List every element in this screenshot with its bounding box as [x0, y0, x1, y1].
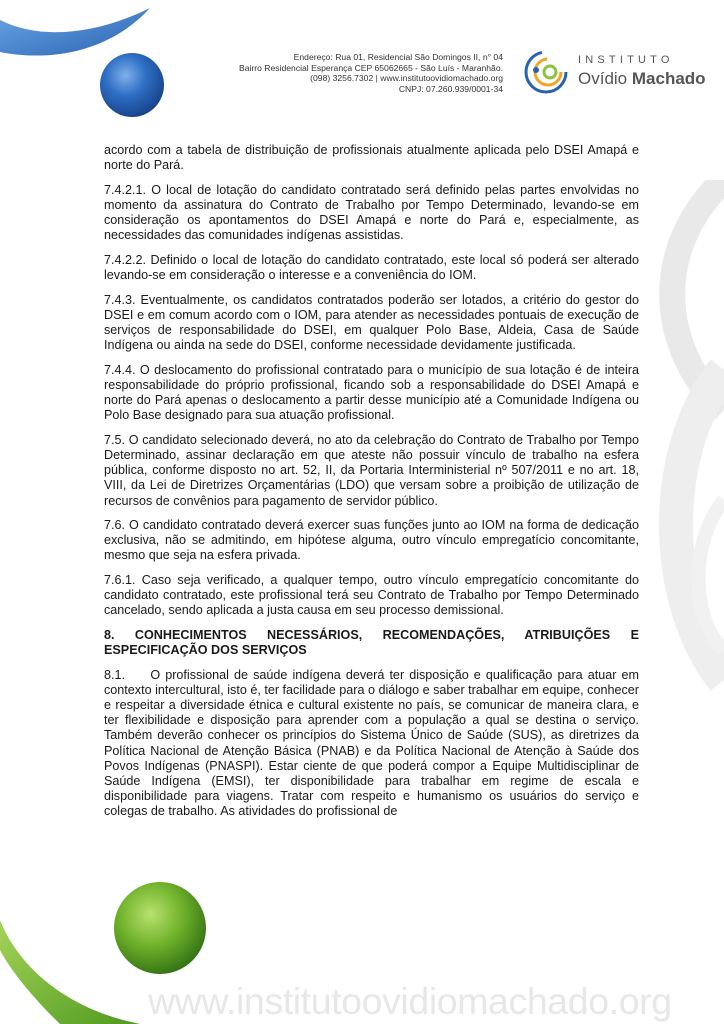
- concentric-rings-logo-icon: [524, 48, 574, 96]
- address-line: Bairro Residencial Esperança CEP 65062665 - São Luís - Maranhão.: [238, 62, 503, 73]
- paragraph: acordo com a tabela de distribuição de profissionais atualmente aplicada pelo DSEI Amapá e norte do Pará.: [104, 143, 639, 173]
- footer-website-url: www.institutoovidiomachado.org: [148, 980, 672, 1022]
- paragraph: 7.4.4. O deslocamento do profissional contratado para o município de sua lotação é de inteira responsabilidade do próprio profissional, ficando sob a responsabilidade do DSEI Amapá e norte do Pará apenas o deslocamento a partir desse município até a Comunidade Indígena ou Polo Base designado para sua atuação profissional.: [104, 362, 639, 423]
- section-heading: 8. CONHECIMENTOS NECESSÁRIOS, RECOMENDAÇÕES, ATRIBUIÇÕES E ESPECIFICAÇÃO DOS SERVIÇOS: [104, 627, 639, 658]
- paragraph: 7.4.2.2. Definido o local de lotação do candidato contratado, este local só poderá ser alterado levando-se em consideração o interesse e a conveniência do IOM.: [104, 252, 639, 283]
- paragraph: 7.6. O candidato contratado deverá exercer suas funções junto ao IOM na forma de dedicação exclusiva, não se admitindo, em hipótese alguma, outro vínculo empregatício concomitante, mesmo que seja na esfera privada.: [104, 518, 639, 563]
- address-line: Endereço: Rua 01, Residencial São Domingos II, n° 04: [293, 52, 503, 62]
- document-body: [104, 143, 639, 829]
- logo-top-text: INSTITUTO: [578, 54, 674, 66]
- header-swoosh-decoration: [0, 0, 180, 140]
- logo-name-last: Machado: [631, 69, 706, 88]
- institute-logo: [524, 48, 704, 96]
- paragraph: 7.6.1. Caso seja verificado, a qualquer tempo, outro vínculo empregatício concomitante do candidato contratado, este profissional terá seu Contrato de Trabalho por Tempo Determinado cancelado, sendo aplicada a justa causa em seu processo demissional.: [104, 572, 639, 618]
- logo-name-first: Ovídio: [578, 69, 628, 88]
- header-address: [175, 52, 503, 94]
- cnpj-line: CNPJ: 07.260.939/0001-34: [398, 83, 503, 94]
- contact-line: (098) 3256.7302 | www.institutoovidiomachado.org: [310, 73, 503, 84]
- paragraph: 7.5. O candidato selecionado deverá, no ato da celebração do Contrato de Trabalho por Tempo Determinado, assinar declaração em que ateste não possuir vínculo de trabalho na esfera pública, conforme disposto no art. 52, II, da Portaria Interministerial nº 507/2011 e no art. 18, VIII, da Lei de Diretrizes Orçamentárias (LDO) que versam sobre a proibição de utilização de recursos de convênios para pagamento de servidor público.: [104, 432, 639, 508]
- paragraph: 8.1. O profissional de saúde indígena deverá ter disposição e qualificação para atuar em contexto intercultural, isto é, ter facilidade para o diálogo e saber trabalhar em equipe, conhecer e respeitar a diversidade étnica e cultural existente no país, se comunicar de maneira clara, e ter flexibilidade e disposição para aprender com a população a qual se destina o serviço. Também deverão conhecer os princípios do Sistema Único de Saúde (SUS), as diretrizes da Política Nacional de Atenção Básica (PNAB) e da Política Nacional de Atenção à Saúde dos Povos Indígenas (PNASPI). Estar ciente de que poderá compor a Equipe Multidisciplinar de Saúde Indígena (EMSI), ter disponibilidade para trabalhar em regime de escala e disponibilidade para viagens. Tratar com respeito e humanismo os usuários do serviço e colegas de trabalho. As atividades do profissional de: [104, 667, 639, 819]
- paragraph: 7.4.3. Eventualmente, os candidatos contratados poderão ser lotados, a critério do gestor do DSEI e em comum acordo com o IOM, para atender as necessidades pontuais de execução de serviços de responsabilidade do DSEI, em qualquer Polo Base, Aldeia, Casa de Saúde Indígena ou ainda na sede do DSEI, conforme necessidade devidamente justificada.: [104, 292, 639, 353]
- logo-name: [578, 69, 706, 89]
- paragraph: 7.4.2.1. O local de lotação do candidato contratado será definido pelas partes envolvidas no momento da assinatura do Contrato de Trabalho por Tempo Determinado, levando-se em consideração os apontamentos do DSEI Amapá e norte do Pará e, especialmente, as necessidades das comunidades indígenas assistidas.: [104, 182, 639, 243]
